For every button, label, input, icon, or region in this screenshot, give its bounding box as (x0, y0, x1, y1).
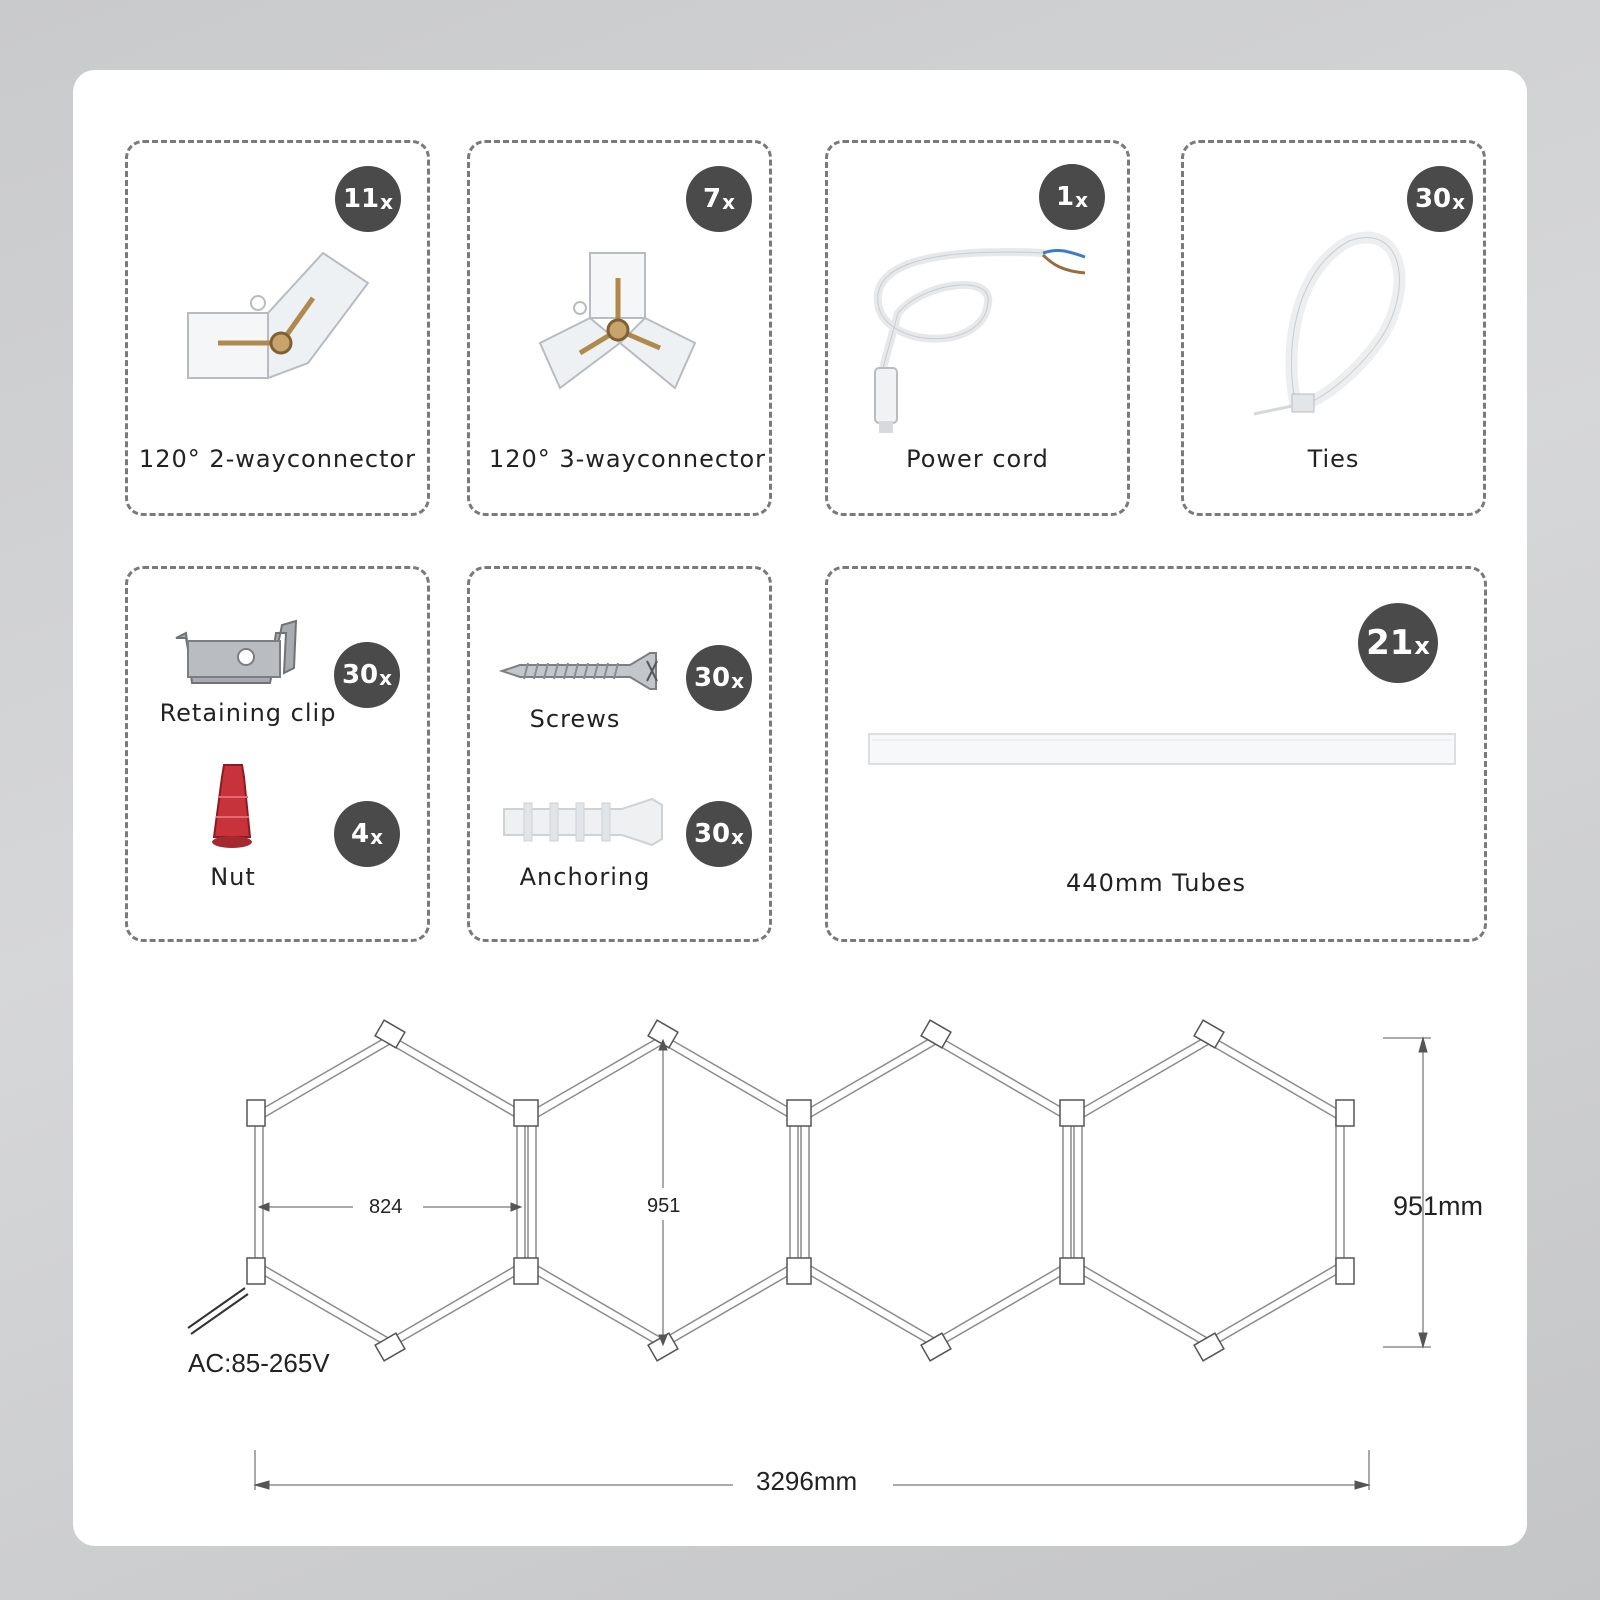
item-label: Ties (1307, 445, 1360, 473)
item-label: 120° 3-wayconnector (488, 445, 767, 473)
quantity-badge: 4 x (334, 801, 400, 867)
item-label: Anchoring (519, 863, 651, 891)
quantity-badge: 1 x (1039, 164, 1105, 230)
quantity-badge: 30 x (686, 645, 752, 711)
item-label: Nut (210, 863, 256, 891)
parts-list-card (73, 70, 1527, 1546)
overall-height-label: 951mm (1393, 1191, 1484, 1221)
quantity-badge: 21 x (1358, 603, 1438, 683)
power-wires (188, 1288, 248, 1334)
inner-height-label: 951 (647, 1195, 681, 1217)
voltage-label: AC:85-265V (188, 1348, 330, 1378)
item-label: Screws (529, 705, 621, 733)
item-label: Retaining clip (159, 699, 337, 727)
quantity-badge: 30 x (334, 642, 400, 708)
item-label: 120° 2-wayconnector (138, 445, 417, 473)
quantity-badge: 30 x (686, 801, 752, 867)
quantity-badge: 11 x (335, 166, 401, 232)
quantity-badge: 30 x (1407, 166, 1473, 232)
item-label: 440mm Tubes (1066, 869, 1246, 897)
hexagon-layout-diagram (73, 70, 1527, 1546)
quantity-badge: 7 x (686, 166, 752, 232)
inner-width-label: 824 (369, 1196, 403, 1218)
overall-width-label: 3296mm (756, 1466, 858, 1496)
item-label: Power cord (906, 445, 1049, 473)
